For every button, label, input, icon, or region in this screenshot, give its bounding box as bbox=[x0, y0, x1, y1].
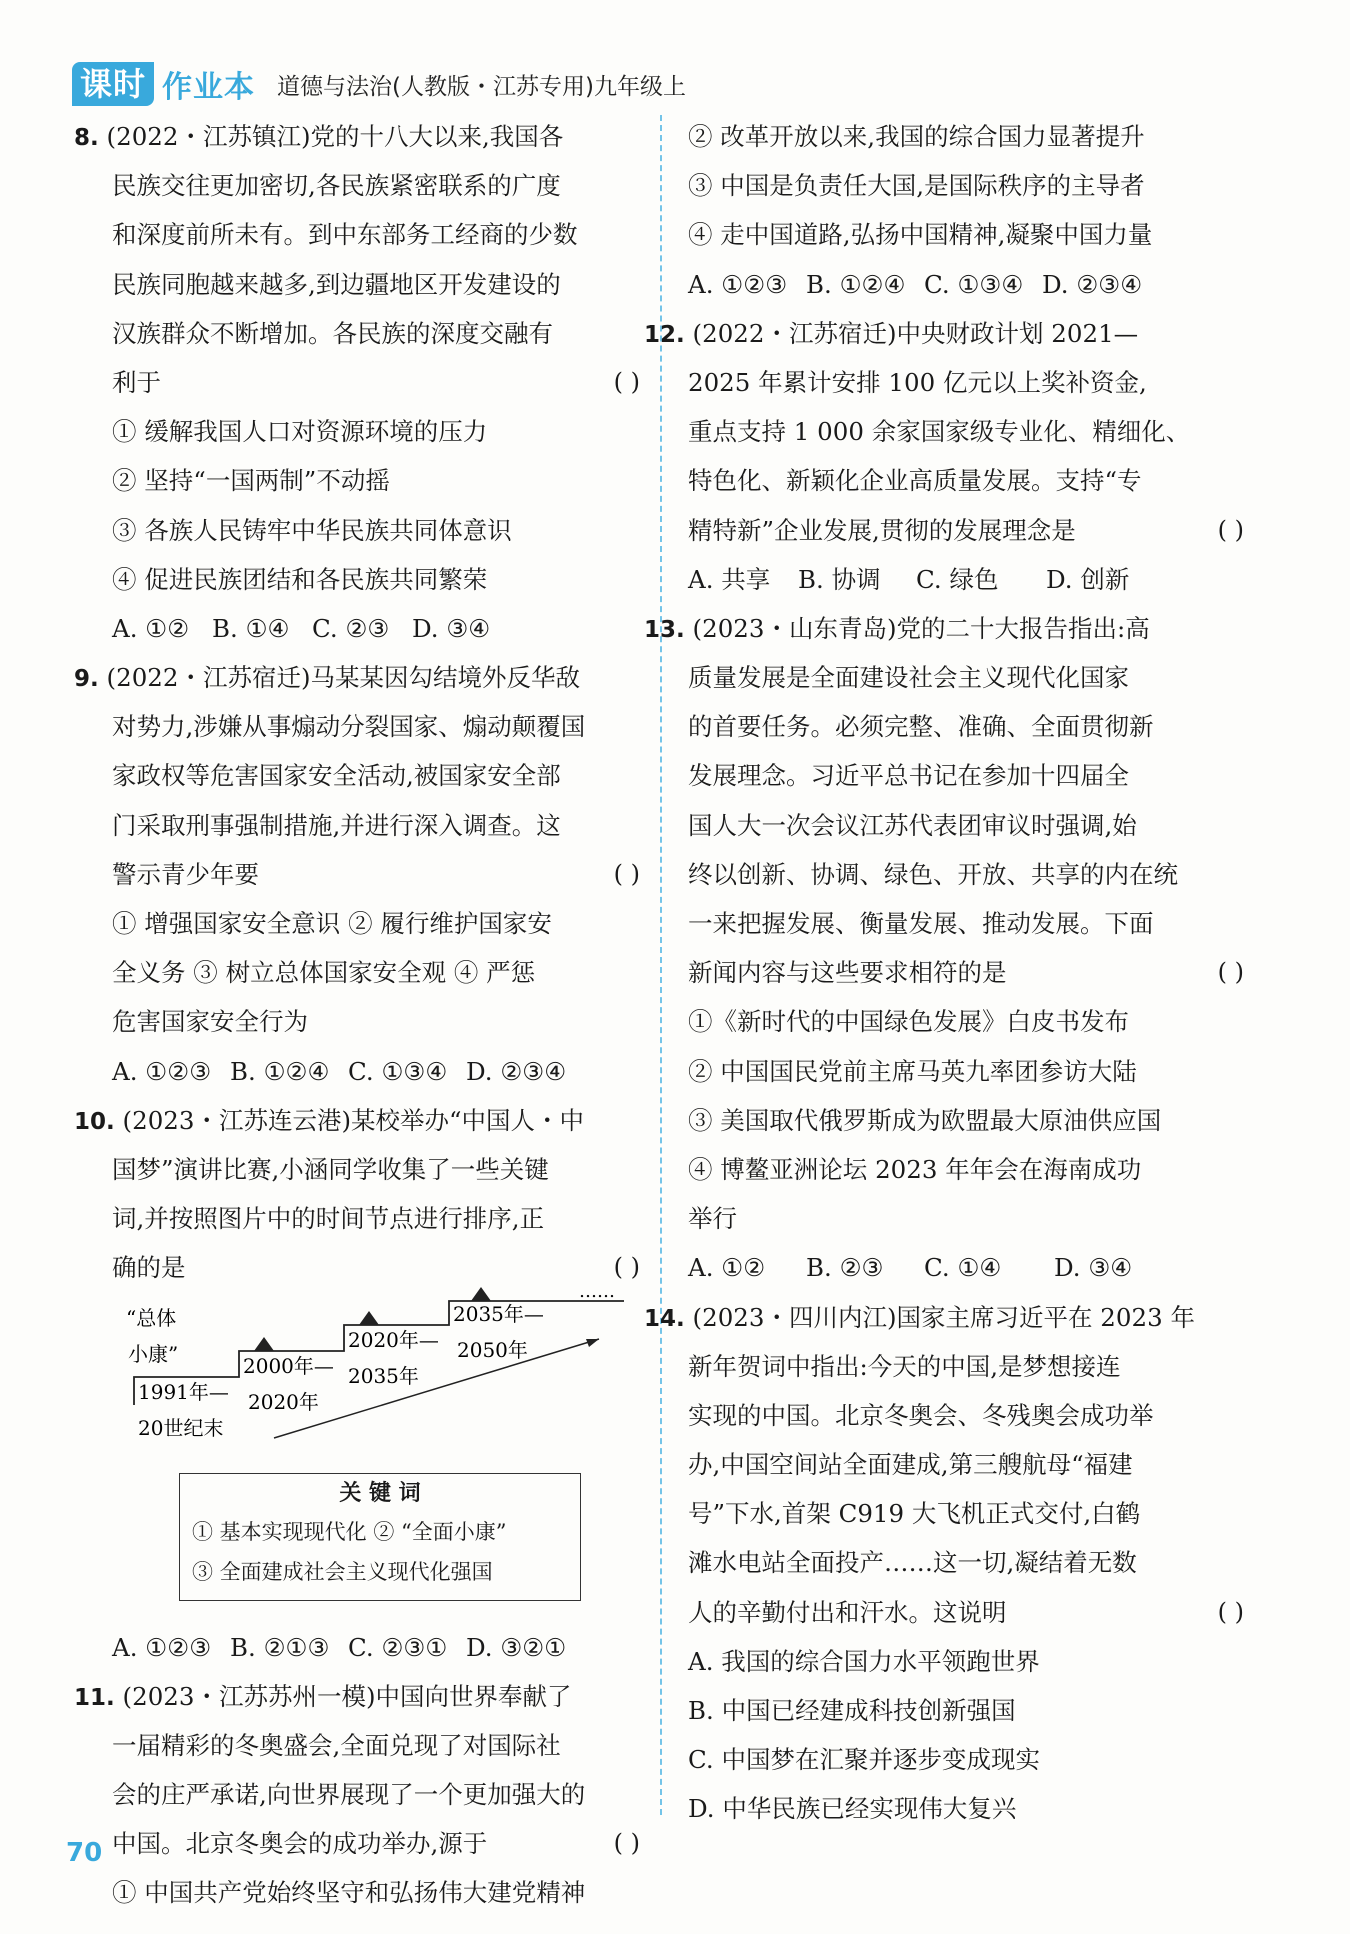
question-line bbox=[74, 850, 644, 899]
choice-item: ③ 美国取代俄罗斯成为欧盟最大原油供应国 bbox=[688, 1105, 1162, 1135]
question-line bbox=[74, 112, 644, 161]
question-line: 新年贺词中指出:今天的中国,是梦想接连 bbox=[688, 1351, 1121, 1381]
option-a[interactable]: A. 我国的综合国力水平领跑世界 bbox=[688, 1646, 1040, 1676]
question-line: 实现的中国。北京冬奥会、冬残奥会成功举 bbox=[688, 1400, 1154, 1430]
keyword-line: ① 基本实现现代化 ② “全面小康” bbox=[192, 1519, 507, 1544]
question-text: 中国。北京冬奥会的成功举办,源于 bbox=[112, 1829, 488, 1859]
staircase-diagram bbox=[74, 1280, 644, 1623]
question-line bbox=[74, 653, 644, 702]
label-zongti: “总体 bbox=[126, 1305, 177, 1330]
keyword-line: ③ 全面建成社会主义现代化强国 bbox=[192, 1559, 493, 1584]
question-line: 一来把握发展、衡量发展、推动发展。下面 bbox=[688, 909, 1154, 938]
arrow-head bbox=[586, 1339, 599, 1347]
question-line: 对势力,涉嫌从事煽动分裂国家、煽动颠覆国 bbox=[112, 712, 586, 742]
choice-item: ② 坚持“一国两制”不动摇 bbox=[112, 466, 390, 496]
question-line: 汉族群众不断增加。各民族的深度交融有 bbox=[112, 318, 553, 348]
question-line: 滩水电站全面投产……这一切,凝结着无数 bbox=[688, 1548, 1137, 1578]
answer-options bbox=[74, 1623, 644, 1672]
page-header bbox=[72, 62, 686, 106]
question-number: 10. bbox=[74, 1108, 115, 1135]
choice-item: ④ 促进民族团结和各民族共同繁荣 bbox=[112, 564, 488, 594]
option-d[interactable]: D. ③④ bbox=[1054, 1253, 1133, 1283]
question-line bbox=[74, 358, 644, 407]
answer-options bbox=[688, 260, 1248, 309]
step-1-start: 1991年— bbox=[138, 1379, 229, 1404]
question-14 bbox=[644, 1293, 1248, 1834]
option-d[interactable]: D. 中华民族已经实现伟大复兴 bbox=[688, 1794, 1017, 1824]
question-number: 13. bbox=[644, 616, 685, 643]
question-line bbox=[644, 309, 1248, 358]
choice-item: 危害国家安全行为 bbox=[112, 1007, 308, 1037]
question-line: 会的庄严承诺,向世界展现了一个更加强大的 bbox=[112, 1780, 586, 1810]
choice-item: ① 增强国家安全意识 ② 履行维护国家安 bbox=[112, 909, 552, 938]
step-1-end: 20世纪末 bbox=[138, 1415, 224, 1440]
option-d[interactable]: D. ②③④ bbox=[1042, 269, 1143, 299]
option-a[interactable]: A. ①②③ bbox=[688, 269, 788, 299]
step-3-start: 2020年— bbox=[348, 1327, 439, 1352]
question-line: 办,中国空间站全面建成,第三艘航母“福建 bbox=[688, 1450, 1133, 1480]
option-d[interactable]: D. 创新 bbox=[1046, 564, 1130, 594]
question-line: 一届精彩的冬奥盛会,全面兑现了对国际社 bbox=[112, 1730, 561, 1760]
left-column bbox=[74, 112, 644, 1918]
question-text: (2023・江苏连云港)某校举办“中国人・中 bbox=[122, 1105, 585, 1135]
question-line bbox=[644, 604, 1248, 653]
option-d[interactable]: D. ③②① bbox=[466, 1632, 567, 1662]
brand-logo-text: 作业本 bbox=[162, 70, 256, 105]
option-d[interactable]: D. ②③④ bbox=[466, 1056, 567, 1086]
choice-item: 举行 bbox=[688, 1204, 737, 1234]
question-line bbox=[688, 948, 1248, 997]
question-13 bbox=[644, 604, 1248, 1293]
option-b[interactable]: B. ①②④ bbox=[230, 1056, 330, 1086]
option-c[interactable]: C. 中国梦在汇聚并逐步变成现实 bbox=[688, 1745, 1040, 1775]
option-b[interactable]: B. 协调 bbox=[798, 564, 881, 594]
question-line: 发展理念。习近平总书记在参加十四届全 bbox=[688, 761, 1129, 791]
keyword-title: 关 键 词 bbox=[339, 1479, 421, 1506]
question-line: 终以创新、协调、绿色、开放、共享的内在统 bbox=[688, 859, 1178, 889]
label-xiaokang: 小康” bbox=[128, 1341, 179, 1366]
question-line: 号”下水,首架 C919 大飞机正式交付,白鹤 bbox=[688, 1499, 1141, 1529]
answer-options bbox=[688, 1243, 1248, 1292]
question-line: 家政权等危害国家安全活动,被国家安全部 bbox=[112, 761, 561, 791]
step-4-start: 2035年— bbox=[453, 1301, 544, 1326]
answer-bracket[interactable]: ( ) bbox=[1217, 515, 1244, 544]
option-c[interactable]: C. ①④ bbox=[924, 1253, 1002, 1283]
question-12 bbox=[644, 309, 1248, 604]
keyword-box bbox=[179, 1473, 581, 1601]
question-line bbox=[74, 1819, 644, 1868]
question-line: 质量发展是全面建设社会主义现代化国家 bbox=[688, 663, 1129, 693]
question-line: 词,并按照图片中的时间节点进行排序,正 bbox=[112, 1204, 545, 1234]
answer-bracket[interactable]: ( ) bbox=[1217, 1597, 1244, 1626]
question-text: (2022・江苏宿迁)马某某因勾结境外反华敌 bbox=[106, 663, 581, 693]
subject-title: 道德与法治(人教版・江苏专用)九年级上 bbox=[277, 73, 686, 100]
option-a[interactable]: A. 共享 bbox=[688, 564, 771, 594]
option-d[interactable]: D. ③④ bbox=[412, 613, 491, 643]
option-a[interactable]: A. ①②③ bbox=[112, 1632, 212, 1662]
question-number: 9. bbox=[74, 666, 99, 693]
question-line: 民族同胞越来越多,到边疆地区开发建设的 bbox=[112, 269, 561, 299]
step-3-end: 2035年 bbox=[348, 1363, 419, 1388]
option-a[interactable]: A. ①② bbox=[688, 1253, 766, 1283]
step-continuation: …… bbox=[579, 1280, 615, 1302]
option-c[interactable]: C. ①③④ bbox=[924, 269, 1024, 299]
question-line bbox=[644, 1293, 1248, 1342]
question-text: (2022・江苏镇江)党的十八大以来,我国各 bbox=[106, 122, 564, 151]
choice-item: ① 缓解我国人口对资源环境的压力 bbox=[112, 417, 488, 447]
answer-bracket[interactable]: ( ) bbox=[613, 367, 640, 396]
answer-bracket[interactable]: ( ) bbox=[613, 859, 640, 888]
choice-item: ③ 各族人民铸牢中华民族共同体意识 bbox=[112, 515, 512, 545]
question-8 bbox=[74, 112, 644, 653]
question-line: 和深度前所未有。到中东部务工经商的少数 bbox=[112, 220, 578, 250]
answer-bracket[interactable]: ( ) bbox=[1217, 958, 1244, 987]
option-c[interactable]: C. ②③ bbox=[312, 613, 390, 643]
choice-item: ④ 走中国道路,弘扬中国精神,凝聚中国力量 bbox=[688, 220, 1153, 250]
right-column bbox=[644, 112, 1248, 1834]
question-text: 人的辛勤付出和汗水。这说明 bbox=[688, 1597, 1007, 1627]
option-a[interactable]: A. ①②③ bbox=[112, 1056, 212, 1086]
question-line: 门采取刑事强制措施,并进行深入调查。这 bbox=[112, 810, 561, 840]
question-line bbox=[74, 1672, 644, 1721]
question-line: 重点支持 1 000 余家国家级专业化、精细化、 bbox=[688, 417, 1191, 447]
column-divider bbox=[660, 115, 662, 1815]
step-4-end: 2050年 bbox=[457, 1337, 528, 1362]
question-number: 12. bbox=[644, 321, 685, 348]
question-text: (2023・江苏苏州一模)中国向世界奉献了 bbox=[122, 1681, 572, 1711]
question-10 bbox=[74, 1096, 644, 1672]
answer-options bbox=[74, 1047, 644, 1096]
option-a[interactable]: A. ①② bbox=[112, 613, 190, 643]
question-line: 民族交往更加密切,各民族紧密联系的广度 bbox=[112, 171, 561, 201]
choice-item: ① 中国共产党始终坚守和弘扬伟大建党精神 bbox=[112, 1878, 586, 1908]
question-text: (2023・山东青岛)党的二十大报告指出:高 bbox=[692, 613, 1150, 643]
option-b[interactable]: B. ①④ bbox=[212, 613, 290, 643]
answer-options bbox=[74, 604, 644, 653]
question-11 bbox=[74, 1672, 644, 1918]
option-c[interactable]: C. 绿色 bbox=[916, 564, 999, 594]
choice-item: ② 改革开放以来,我国的综合国力显著提升 bbox=[688, 122, 1145, 151]
option-b[interactable]: B. 中国已经建成科技创新强国 bbox=[688, 1696, 1016, 1725]
question-line: 国梦”演讲比赛,小涵同学收集了一些关键 bbox=[112, 1154, 549, 1184]
question-number: 8. bbox=[74, 125, 99, 151]
question-9 bbox=[74, 653, 644, 1096]
question-text: 精特新”企业发展,贯彻的发展理念是 bbox=[688, 515, 1076, 545]
step-2-start: 2000年— bbox=[243, 1353, 334, 1378]
question-text: 新闻内容与这些要求相符的是 bbox=[688, 958, 1007, 988]
question-line: 的首要任务。必须完整、准确、全面贯彻新 bbox=[688, 712, 1154, 742]
choice-item: ③ 中国是负责任大国,是国际秩序的主导者 bbox=[688, 171, 1145, 201]
step-marker-triangle bbox=[359, 1311, 379, 1325]
step-2-end: 2020年 bbox=[248, 1389, 319, 1414]
option-b[interactable]: B. ①②④ bbox=[806, 269, 906, 299]
choice-item: 全义务 ③ 树立总体国家安全观 ④ 严惩 bbox=[112, 958, 536, 988]
answer-options bbox=[688, 555, 1248, 604]
option-c[interactable]: C. ①③④ bbox=[348, 1056, 448, 1086]
option-b[interactable]: B. ②①③ bbox=[230, 1632, 330, 1662]
question-line bbox=[74, 1243, 644, 1292]
choice-item: ④ 博鳌亚洲论坛 2023 年年会在海南成功 bbox=[688, 1154, 1142, 1184]
question-line bbox=[74, 1096, 644, 1145]
page-number: 70 bbox=[66, 1838, 103, 1868]
question-line bbox=[688, 1588, 1248, 1637]
question-line: 2025 年累计安排 100 亿元以上奖补资金, bbox=[688, 367, 1147, 397]
option-c[interactable]: C. ②③① bbox=[348, 1632, 448, 1662]
question-text: 警示青少年要 bbox=[112, 859, 259, 889]
question-text: 确的是 bbox=[112, 1253, 186, 1283]
choice-item: ② 中国国民党前主席马英九率团参访大陆 bbox=[688, 1056, 1137, 1086]
step-marker-triangle bbox=[254, 1337, 274, 1351]
question-number: 11. bbox=[74, 1684, 115, 1711]
question-number: 14. bbox=[644, 1305, 685, 1332]
answer-bracket[interactable]: ( ) bbox=[613, 1829, 640, 1858]
question-text: (2022・江苏宿迁)中央财政计划 2021— bbox=[692, 318, 1139, 348]
answer-bracket[interactable]: ( ) bbox=[613, 1253, 640, 1282]
question-text: (2023・四川内江)国家主席习近平在 2023 年 bbox=[692, 1302, 1195, 1332]
question-text: 利于 bbox=[112, 367, 161, 397]
brand-logo-box: 课时 bbox=[72, 62, 154, 106]
option-b[interactable]: B. ②③ bbox=[806, 1253, 884, 1283]
question-line: 国人大一次会议江苏代表团审议时强调,始 bbox=[688, 810, 1137, 840]
choice-item: ①《新时代的中国绿色发展》白皮书发布 bbox=[688, 1007, 1129, 1037]
question-line: 特色化、新颖化企业高质量发展。支持“专 bbox=[688, 466, 1142, 496]
question-line bbox=[688, 506, 1248, 555]
